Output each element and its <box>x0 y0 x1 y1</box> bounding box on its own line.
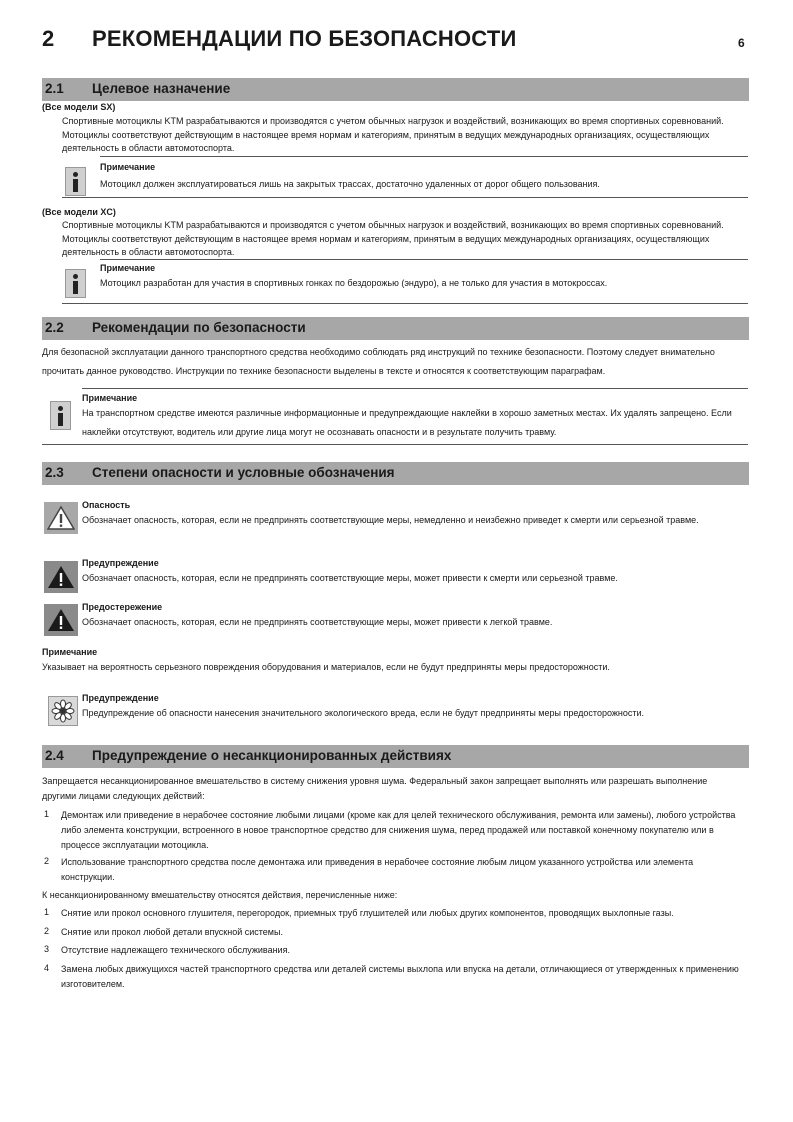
divider <box>42 444 748 445</box>
list-item: Использование транспортного средства после демонтажа или приведения в нерабочее состояние любым лицом указанного устройства или элемента конструкции. <box>61 857 694 882</box>
sx-models-label: (Все модели SX) <box>42 102 116 112</box>
chapter-number: 2 <box>42 26 55 51</box>
note-text: На транспортном средстве имеются различные информационные и предупреждающие наклейки в хорошо заметных местах. Их удалять запрещено. Если наклейки отсутствуют, водитель или другие лица могут не осознавать опасности и в результате получить травму. <box>82 408 732 437</box>
section-title: Предупреждение о несанкционированных действиях <box>92 748 452 763</box>
note-title: Примечание <box>82 393 138 403</box>
safety-paragraph: Для безопасной эксплуатации данного транспортного средства необходимо соблюдать ряд инструкций по технике безопасности. Поэтому следует внимательно прочитать данное руководство. Инструкции по технике безопасности выделены в тексте и относятся к соответствующим параграфам. <box>42 347 715 376</box>
list-item: Замена любых движущихся частей транспортного средства или деталей системы выхлопа или впуска на детали, отличающиеся от утвержденных к применению изготовителем. <box>61 964 739 989</box>
environment-title: Предупреждение <box>82 693 159 703</box>
environment-flower-icon <box>48 696 78 726</box>
section-number: 2.1 <box>45 81 64 96</box>
section-title: Рекомендации по безопасности <box>92 320 306 335</box>
note-title: Примечание <box>100 162 156 172</box>
divider <box>62 303 748 304</box>
list-item: Демонтаж или приведение в нерабочее состояние любыми лицами (кроме как для целей технического обслуживания, ремонта или замены), любого устройства либо элемента конструкции, встроенного в новое транспортное средство для снижения шума, перед продажей или поставкой конечному покупателю или в процессе эксплуатации мотоцикла. <box>61 810 736 850</box>
list-item-number: 2 <box>44 856 50 866</box>
list-item: Снятие или прокол основного глушителя, перегородок, приемных труб глушителей или любых других компонентов, проводящих выхлопные газы. <box>61 908 674 918</box>
section-2-2-header <box>42 317 749 340</box>
page-number: 6 <box>738 36 745 50</box>
info-icon <box>65 167 86 196</box>
list-item-number: 4 <box>44 963 50 973</box>
danger-text: Обозначает опасность, которая, если не предпринять соответствующие меры, немедленно и неизбежно приведет к смерти или серьезной травме. <box>82 515 699 525</box>
divider <box>62 197 748 198</box>
list-item: Снятие или прокол любой детали впускной системы. <box>61 927 283 937</box>
list-item-number: 1 <box>44 907 50 917</box>
note-text: Мотоцикл разработан для участия в спортивных гонках по бездорожью (эндуро), а не только для участия в мотокроссах. <box>100 278 608 288</box>
tampering-actions-intro: К несанкционированному вмешательству относятся действия, перечисленные ниже: <box>42 890 398 900</box>
chapter-title: РЕКОМЕНДАЦИИ ПО БЕЗОПАСНОСТИ <box>92 26 517 51</box>
caution-title: Предостережение <box>82 602 163 612</box>
notice-text: Указывает на вероятность серьезного повреждения оборудования и материалов, если не будут предприняты меры предосторожности. <box>42 662 610 672</box>
list-item-number: 1 <box>44 809 50 819</box>
environment-text: Предупреждение об опасности нанесения значительного экологического вреда, если не будут предприняты меры предосторожности. <box>82 708 645 718</box>
warning-title: Предупреждение <box>82 558 159 568</box>
section-number: 2.2 <box>45 320 64 335</box>
sx-paragraph: Спортивные мотоциклы KTM разрабатываются и производятся с учетом обычных нагрузок и воздействий, возникающих во время спортивных соревнований. Мотоциклы соответствуют действующим в настоящее время нормам и категориям, принятым в ведущих международных организациях, осуществляющих деятельность в области автомотоспорта. <box>62 116 724 153</box>
section-title: Степени опасности и условные обозначения <box>92 465 395 480</box>
divider <box>82 388 748 389</box>
note-text: Мотоцикл должен эксплуатироваться лишь на закрытых трассах, достаточно удаленных от дорог общего пользования. <box>100 179 600 189</box>
list-item-number: 3 <box>44 944 50 954</box>
caution-triangle-icon <box>44 604 78 636</box>
section-number: 2.3 <box>45 465 64 480</box>
list-item: Отсутствие надлежащего технического обслуживания. <box>61 945 290 955</box>
list-item-number: 2 <box>44 926 50 936</box>
section-2-3-header <box>42 462 749 485</box>
xc-models-label: (Все модели XC) <box>42 207 116 217</box>
divider <box>100 156 748 157</box>
section-title: Целевое назначение <box>92 81 231 96</box>
danger-title: Опасность <box>82 500 131 510</box>
danger-triangle-icon <box>44 502 78 534</box>
info-icon <box>50 401 71 430</box>
warning-text: Обозначает опасность, которая, если не предпринять соответствующие меры, может привести к смерти или серьезной травме. <box>82 573 618 583</box>
caution-text: Обозначает опасность, которая, если не предпринять соответствующие меры, может привести к легкой травме. <box>82 617 553 627</box>
xc-paragraph: Спортивные мотоциклы KTM разрабатываются и производятся с учетом обычных нагрузок и воздействий, возникающих во время спортивных соревнований. Мотоциклы соответствуют действующим в настоящее время нормам и категориям, принятым в ведущих международных организациях, осуществляющих деятельность в области автомотоспорта. <box>62 220 724 257</box>
section-number: 2.4 <box>45 748 64 763</box>
warning-triangle-icon <box>44 561 78 593</box>
section-2-1-header <box>42 78 749 101</box>
tampering-intro: Запрещается несанкционированное вмешательство в систему снижения уровня шума. Федеральный закон запрещает выполнять или разрешать выполнение другими лицами следующих действий: <box>42 776 708 801</box>
divider <box>100 259 748 260</box>
note-title: Примечание <box>100 263 156 273</box>
notice-title: Примечание <box>42 647 98 657</box>
info-icon <box>65 269 86 298</box>
section-2-4-header <box>42 745 749 768</box>
